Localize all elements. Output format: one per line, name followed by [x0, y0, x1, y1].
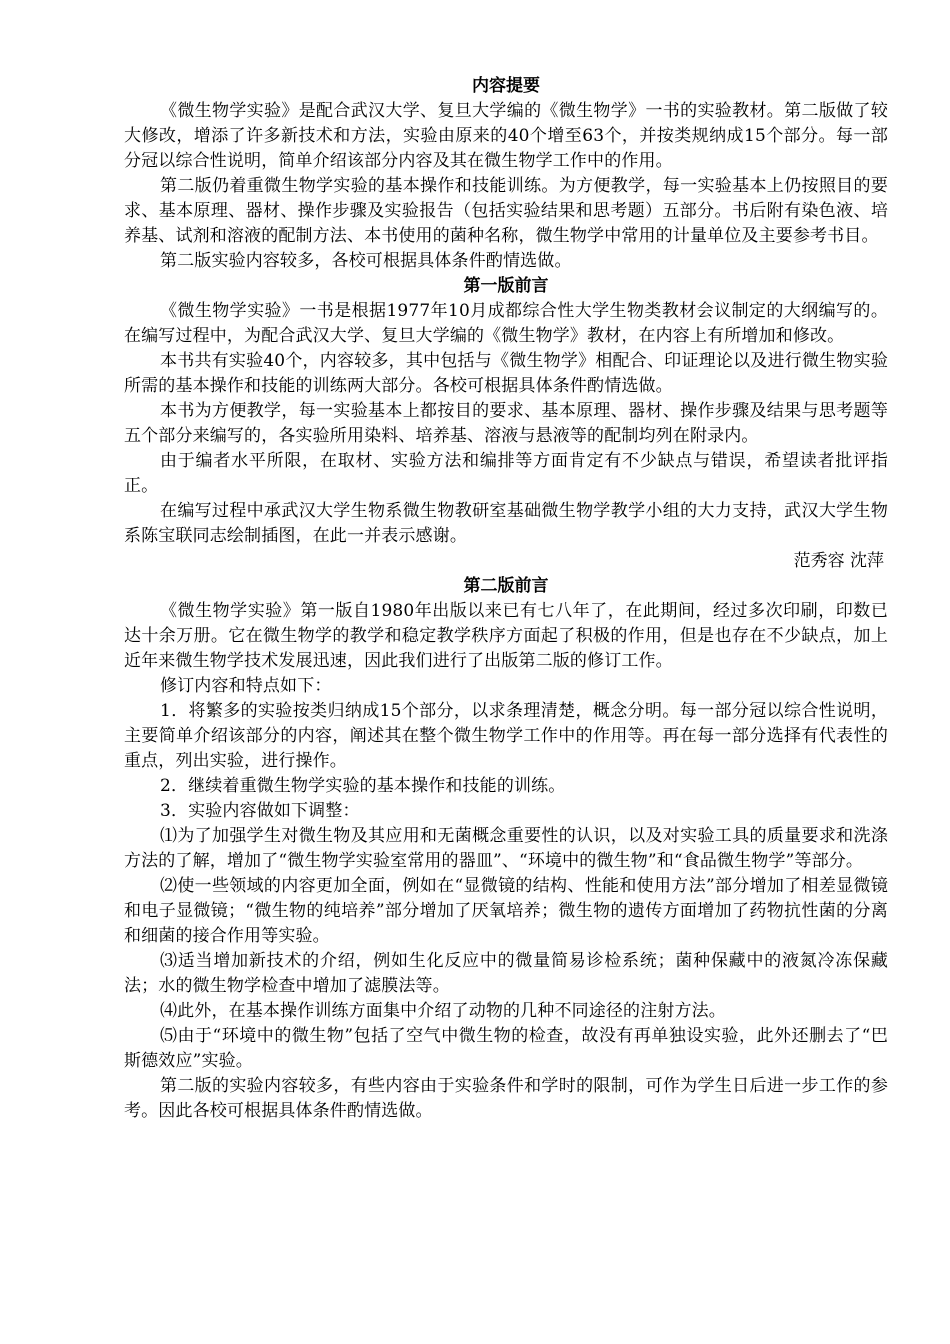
- second-preface-list-item: 3．实验内容做如下调整：: [160, 801, 360, 821]
- summary-paragraph: 第二版实验内容较多，各校可根据具体条件酌情选做。: [160, 251, 572, 271]
- document-page: [124, 74, 888, 1124]
- second-preface-paragraph: 第二版的实验内容较多，有些内容由于实验条件和学时的限制，可作为学生日后进一步工作的参考。因此各校可根据具体条件酌情选做。: [124, 1076, 888, 1121]
- second-preface-section: [124, 574, 888, 1124]
- first-preface-heading: 第一版前言: [463, 276, 549, 296]
- first-preface-paragraph: 《微生物学实验》一书是根据1977年10月成都综合性大学生物类教材会议制定的大纲编写的。在编写过程中，为配合武汉大学、复旦大学编的《微生物学》教材，在内容上有所增加和修改。: [124, 301, 888, 346]
- second-preface-sub-item: ⑴为了加强学生对微生物及其应用和无菌概念重要性的认识，以及对实验工具的质量要求和洗涤方法的了解，增加了“微生物学实验室常用的器皿”、“环境中的微生物”和“食品微生物学”等部分。: [124, 826, 888, 871]
- second-preface-sub-item: ⑶适当增加新技术的介绍，例如生化反应中的微量简易诊检系统；菌种保藏中的液氮冷冻保藏法；水的微生物学检查中增加了滤膜法等。: [124, 951, 888, 996]
- authors-signature: 范秀容 沈萍: [793, 551, 884, 571]
- summary-paragraph: 第二版仍着重微生物学实验的基本操作和技能训练。为方便教学，每一实验基本上仍按照目的要求、基本原理、器材、操作步骤及实验报告（包括实验结果和思考题）五部分。书后附有染色液、培养基、试剂和溶液的配制方法、本书使用的菌种名称，微生物学中常用的计量单位及主要参考书目。: [124, 176, 888, 246]
- first-preface-paragraph: 本书为方便教学，每一实验基本上都按目的要求、基本原理、器材、操作步骤及结果与思考题等五个部分来编写的，各实验所用染料、培养基、溶液与悬液等的配制均列在附录内。: [124, 401, 888, 446]
- second-preface-list-item: 1．将繁多的实验按类归纳成15个部分，以求条理清楚，概念分明。每一部分冠以综合性说明，主要简单介绍该部分的内容，阐述其在整个微生物学工作中的作用等。再在每一部分选择有代表性的重点，列出实验，进行操作。: [124, 701, 888, 771]
- summary-section: [124, 74, 888, 274]
- second-preface-paragraph: 《微生物学实验》第一版自1980年出版以来已有七八年了，在此期间，经过多次印刷，印数已达十余万册。它在微生物学的教学和稳定教学秩序方面起了积极的作用，但是也存在不少缺点，加上近年来微生物学技术发展迅速，因此我们进行了出版第二版的修订工作。: [124, 601, 888, 671]
- second-preface-heading: 第二版前言: [463, 576, 549, 596]
- first-preface-paragraph: 由于编者水平所限，在取材、实验方法和编排等方面肯定有不少缺点与错误，希望读者批评指正。: [124, 451, 888, 496]
- second-preface-sub-item: ⑸由于“环境中的微生物”包括了空气中微生物的检查，故没有再单独设实验，此外还删去了“巴斯德效应”实验。: [124, 1026, 888, 1071]
- second-preface-list-item: 2．继续着重微生物学实验的基本操作和技能的训练。: [160, 776, 566, 796]
- first-preface-paragraph: 在编写过程中承武汉大学生物系微生物教研室基础微生物学教学小组的大力支持，武汉大学生物系陈宝联同志绘制插图，在此一并表示感谢。: [124, 501, 888, 546]
- second-preface-sub-item: ⑷此外，在基本操作训练方面集中介绍了动物的几种不同途径的注射方法。: [160, 1001, 726, 1021]
- second-preface-paragraph: 修订内容和特点如下：: [160, 676, 332, 696]
- summary-heading: 内容提要: [472, 76, 540, 96]
- first-preface-section: [124, 274, 888, 574]
- summary-paragraph: 《微生物学实验》是配合武汉大学、复旦大学编的《微生物学》一书的实验教材。第二版做了较大修改，增添了许多新技术和方法，实验由原来的40个增至63个，并按类规纳成15个部分。每一部分冠以综合性说明，简单介绍该部分内容及其在微生物学工作中的作用。: [124, 101, 888, 171]
- second-preface-sub-item: ⑵使一些领域的内容更加全面，例如在“显微镜的结构、性能和使用方法”部分增加了相差显微镜和电子显微镜；“微生物的纯培养”部分增加了厌氧培养；微生物的遗传方面增加了药物抗性菌的分离和细菌的接合作用等实验。: [124, 876, 888, 946]
- first-preface-paragraph: 本书共有实验40个，内容较多，其中包括与《微生物学》相配合、印证理论以及进行微生物实验所需的基本操作和技能的训练两大部分。各校可根据具体条件酌情选做。: [124, 351, 888, 396]
